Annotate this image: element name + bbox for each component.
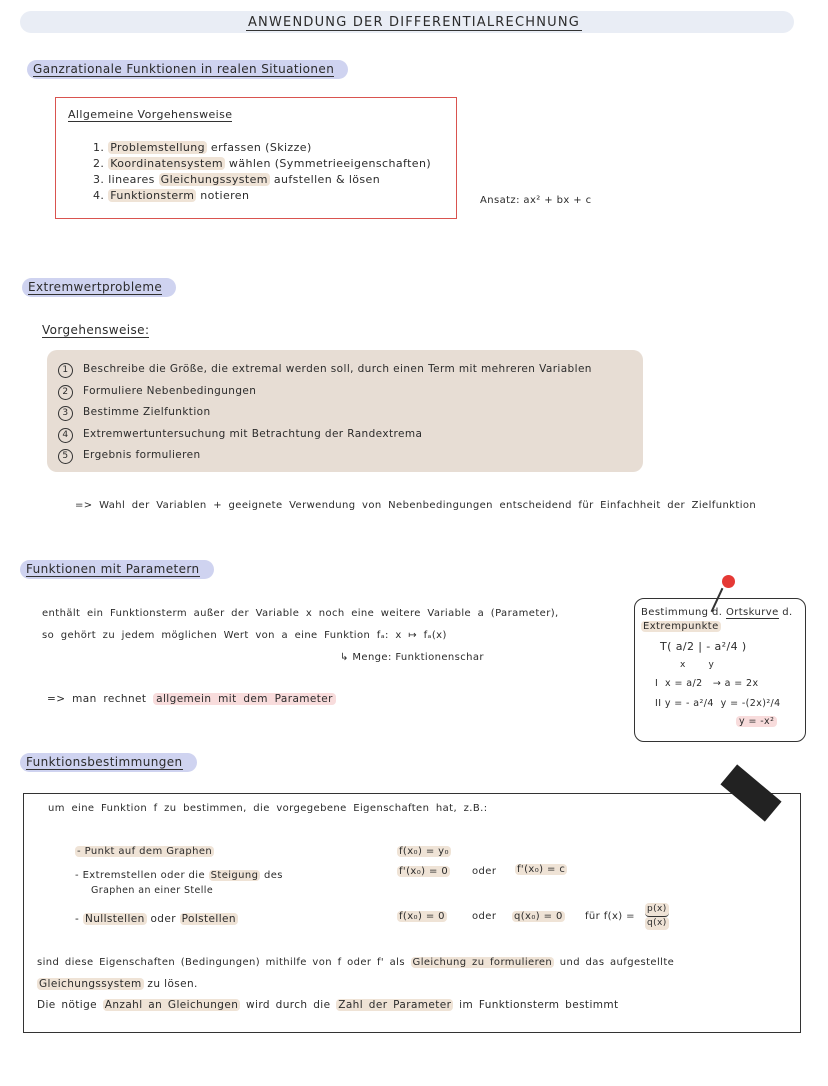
extremwert-steps xyxy=(58,359,592,467)
condition-point-eq: f(x₀) = y₀ xyxy=(399,846,449,857)
condition-zeros-eq: f(x₀) = 0 xyxy=(399,911,445,922)
section-heading-funktionsbestimmung: Funktionsbestimmungen xyxy=(20,753,197,772)
ortskurve-title: Bestimmung d. Ortskurve d. Extrempunkte xyxy=(641,607,793,632)
condition-slope-eq: f'(x₀) = c xyxy=(517,864,566,875)
condition-zeros: - Nullstellen oder Polstellen xyxy=(75,913,236,925)
parameter-line-2: so gehört zu jedem möglichen Wert von a eine Funktion fₐ: x ↦ fₐ(x) xyxy=(42,630,447,641)
ortskurve-row-1: I x = a/2 → a = 2x xyxy=(655,678,759,689)
section-heading-extremwert: Extremwertprobleme xyxy=(22,278,176,297)
procedure-title: Allgemeine Vorgehensweise xyxy=(68,108,233,121)
list-item: 2 Formuliere Nebenbedingungen xyxy=(58,381,592,403)
list-item: 3 Bestimme Zielfunktion xyxy=(58,402,592,424)
ortskurve-row-2: II y = - a²/4 y = -(2x)²/4 xyxy=(655,698,781,709)
list-item: 3. lineares Gleichungssystem aufstellen & lösen xyxy=(93,173,381,186)
list-item: 1. Problemstellung erfassen (Skizze) xyxy=(93,141,312,154)
condition-pole-eq: q(x₀) = 0 xyxy=(514,911,563,922)
list-item: 1 Beschreibe die Größe, die extremal werden soll, durch einen Term mit mehreren Variablen xyxy=(58,359,592,381)
variable-choice-note: => Wahl der Variablen + geeignete Verwendung von Nebenbedingungen entscheidend für Einfachheit der Zielfunktion xyxy=(75,500,757,511)
procedure-steps xyxy=(93,140,431,204)
parameter-line-1: enthält ein Funktionsterm außer der Variable x noch eine weitere Variable a (Parameter), xyxy=(42,608,559,619)
ansatz-note: Ansatz: ax² + bx + c xyxy=(480,195,592,206)
conclusion-line-2: Gleichungssystem zu lösen. xyxy=(39,978,198,990)
coordinate-labels: x y xyxy=(680,660,715,670)
conclusion-line-3: Die nötige Anzahl an Gleichungen wird durch die Zahl der Parameter im Funktionsterm bestimmt xyxy=(37,999,619,1011)
pin-icon xyxy=(722,575,735,588)
fraction-prefix: für f(x) = xyxy=(585,911,635,922)
list-item: 2. Koordinatensystem wählen (Symmetrieeigenschaften) xyxy=(93,157,432,170)
ortskurve-result: y = -x² xyxy=(736,716,777,727)
list-item: 4. Funktionsterm notieren xyxy=(93,189,250,202)
funktionenschar-note: ↳ Menge: Funktionenschar xyxy=(340,652,484,663)
funktionsbestimmung-intro: um eine Funktion f zu bestimmen, die vorgegebene Eigenschaften hat, z.B.: xyxy=(48,803,488,814)
extrempunkt-formula: T( a/2 | - a²/4 ) xyxy=(660,640,747,653)
condition-point: - Punkt auf dem Graphen xyxy=(77,846,213,857)
parameter-conclusion: => man rechnet allgemein mit dem Parameter xyxy=(47,693,336,705)
condition-extrema-eq: f'(x₀) = 0 xyxy=(399,866,449,877)
list-item: 5 Ergebnis formulieren xyxy=(58,445,592,467)
conclusion-line-1: sind diese Eigenschaften (Bedingungen) mithilfe von f oder f' als Gleichung zu formulieren und das aufgestellte xyxy=(37,957,675,968)
section-heading-ganzrational: Ganzrationale Funktionen in realen Situationen xyxy=(27,60,348,79)
or-label: oder xyxy=(472,911,497,922)
or-label: oder xyxy=(472,866,497,877)
section-heading-parameter: Funktionen mit Parametern xyxy=(20,560,214,579)
condition-extrema: - Extremstellen oder die Steigung des Graphen an einer Stelle xyxy=(75,870,283,896)
page-title: ANWENDUNG DER DIFFERENTIALRECHNUNG xyxy=(247,15,581,30)
fraction: p(x) q(x) xyxy=(647,904,667,928)
vorgehensweise-label: Vorgehensweise: xyxy=(42,323,150,337)
list-item: 4 Extremwertuntersuchung mit Betrachtung der Randextrema xyxy=(58,424,592,446)
